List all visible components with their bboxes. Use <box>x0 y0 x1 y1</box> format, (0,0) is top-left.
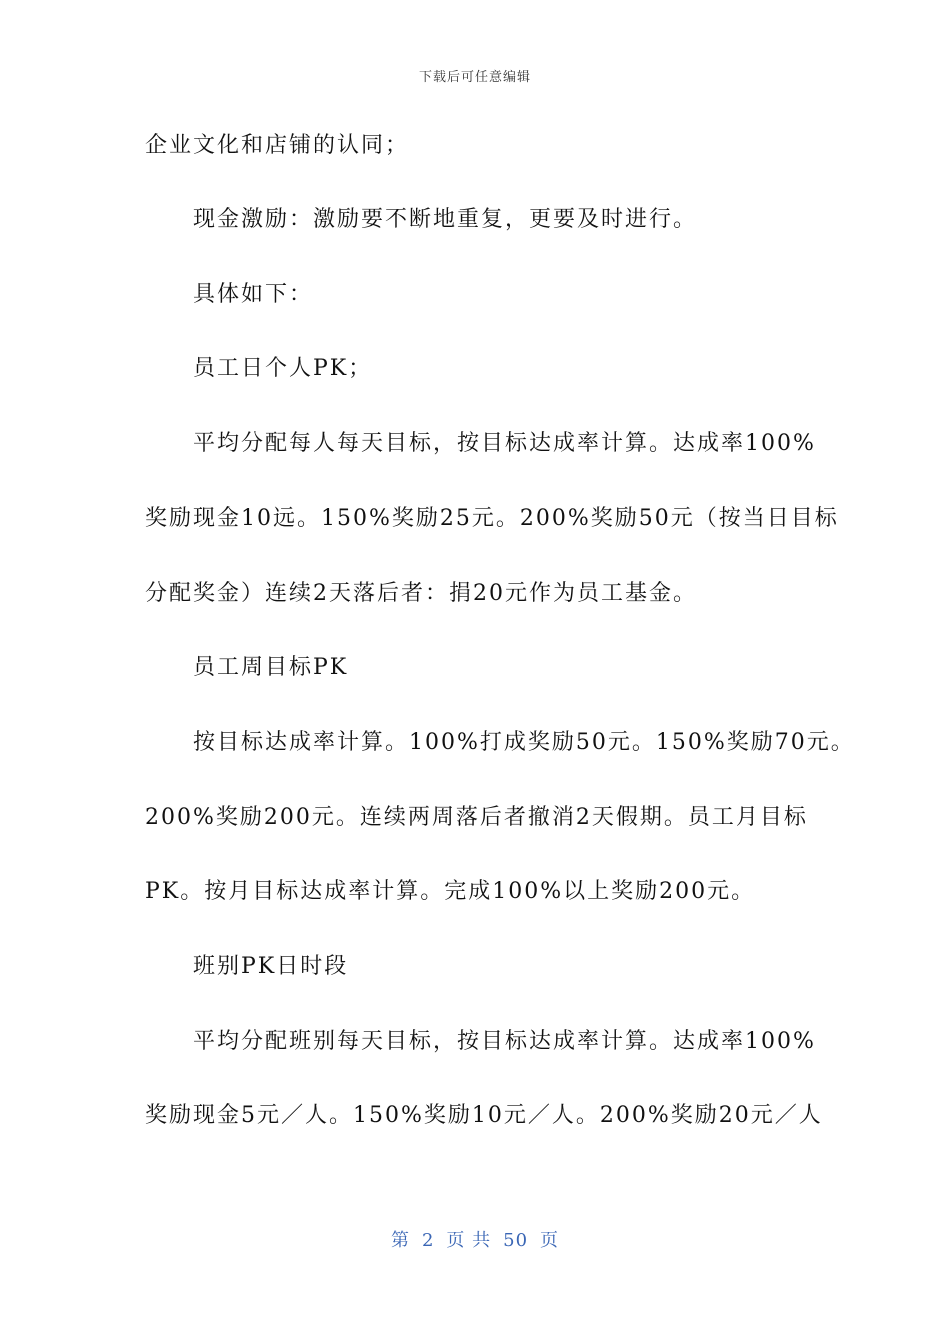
text-line-9: 按目标达成率计算。100%打成奖励50元。150%奖励70元。 <box>193 730 855 755</box>
text-line-10: 200%奖励200元。连续两周落后者撤消2天假期。员工月目标 <box>145 805 808 830</box>
text-line-12: 班别PK日时段 <box>193 954 349 979</box>
footer-middle: 页 共 <box>446 1230 492 1251</box>
text-line-5: 平均分配每人每天目标，按目标达成率计算。达成率100% <box>193 431 816 456</box>
footer-page-number: 2 <box>421 1230 435 1251</box>
text-line-2: 现金激励：激励要不断地重复，更要及时进行。 <box>193 207 698 232</box>
footer-total-pages: 50 <box>503 1230 529 1251</box>
footer-prefix: 第 <box>390 1230 410 1251</box>
text-line-11: PK。按月目标达成率计算。完成100%以上奖励200元。 <box>145 879 756 904</box>
text-line-6: 奖励现金10远。150%奖励25元。200%奖励50元（按当日目标 <box>145 506 839 531</box>
page-header: 下载后可任意编辑 <box>418 70 531 85</box>
page-footer <box>0 1226 950 1252</box>
text-line-13: 平均分配班别每天目标，按目标达成率计算。达成率100% <box>193 1029 816 1054</box>
text-line-14: 奖励现金5元／人。150%奖励10元／人。200%奖励20元／人 <box>145 1103 823 1128</box>
text-line-8: 员工周目标PK <box>193 655 349 680</box>
text-line-1: 企业文化和店铺的认同； <box>145 133 410 158</box>
text-line-4: 员工日个人PK； <box>193 356 373 381</box>
footer-suffix: 页 <box>540 1230 560 1251</box>
text-line-7: 分配奖金）连续2天落后者：捐20元作为员工基金。 <box>145 581 697 606</box>
text-line-3: 具体如下： <box>193 282 314 307</box>
